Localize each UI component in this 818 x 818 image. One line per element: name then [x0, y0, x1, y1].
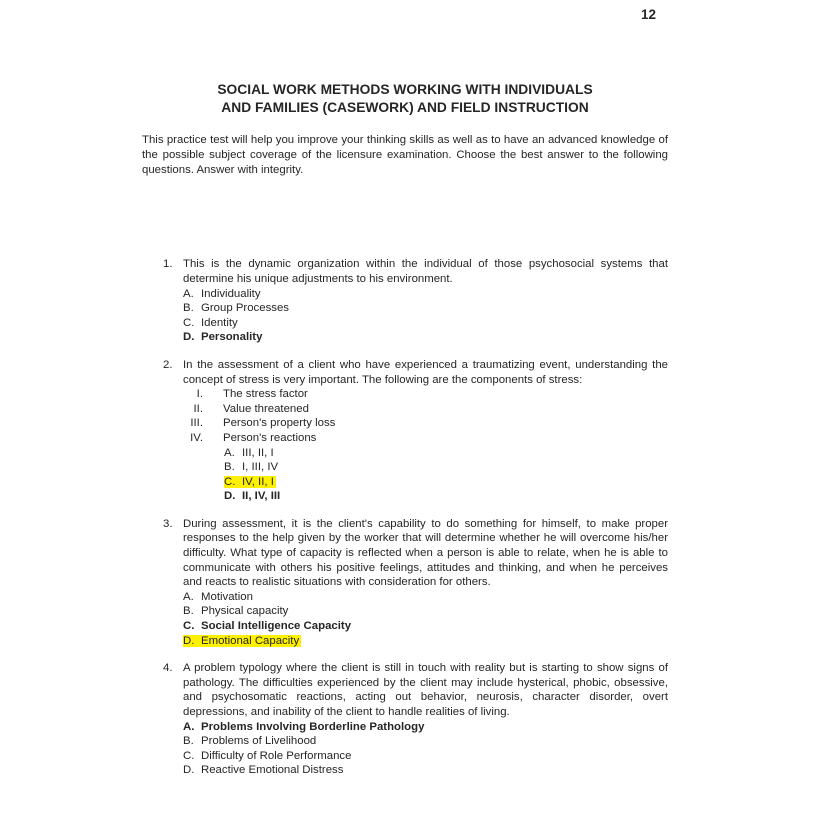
option-text: IV, II, I	[242, 475, 274, 488]
option-label: C.	[183, 316, 195, 329]
option-label: C.	[224, 475, 236, 488]
question-body	[183, 517, 668, 648]
question-text: This is the dynamic organization within the individual of those psychosocial systems that determine his unique adjustments to his environment.	[183, 258, 668, 285]
option-b	[183, 301, 668, 316]
document-title-line-1: SOCIAL WORK METHODS WORKING WITH INDIVIDUALS	[217, 82, 593, 97]
option-text: Identity	[201, 316, 238, 329]
option-text: Difficulty of Role Performance	[201, 749, 352, 762]
question-text: In the assessment of a client who have experienced a traumatizing event, understanding the concept of stress is very important. The following are the components of stress:	[183, 358, 668, 386]
option-text: III, II, I	[242, 446, 274, 459]
option-text: II, IV, III	[242, 490, 281, 503]
option-list	[183, 287, 668, 345]
question-number: 4.	[163, 662, 173, 675]
option-b	[183, 734, 668, 749]
option-d	[183, 763, 668, 778]
roman-numeral: III.	[190, 417, 203, 430]
option-text: I, III, IV	[242, 461, 279, 474]
list-item-iii	[183, 416, 668, 431]
question-body	[183, 257, 668, 345]
intro-paragraph: This practice test will help you improve your thinking skills as well as to have an advanced knowledge of the possible subject coverage of the licensure examination. Choose the best answer to the following questions. Answer with integrity.	[142, 134, 668, 176]
list-item-text: Value threatened	[223, 402, 309, 415]
option-b	[183, 604, 668, 619]
list-item-text: Person's property loss	[223, 417, 336, 430]
option-list	[224, 446, 668, 504]
option-text: Reactive Emotional Distress	[201, 764, 344, 777]
option-list	[183, 720, 668, 778]
page-number: 12	[641, 7, 657, 22]
option-c	[183, 619, 668, 634]
option-text: Individuality	[201, 287, 261, 300]
question-text: During assessment, it is the client's capability to do something for himself, to make proper responses to the help given by the worker that will determine whether he will overcome his/her difficulty. What type of capacity is reflected when a person is able to relate, when he is able to communicate with others his positive feelings, attitudes and thinking, and when he perceives and reacts to realistic situations with consideration for others.	[183, 517, 668, 589]
question-2	[142, 358, 668, 504]
page-content	[142, 0, 668, 791]
option-label: D.	[183, 331, 195, 344]
option-text: Problems Involving Borderline Pathology	[201, 720, 425, 733]
option-label: A.	[183, 590, 194, 603]
list-item-iv	[183, 431, 668, 446]
option-text: Motivation	[201, 590, 253, 603]
option-label: A.	[183, 720, 195, 733]
list-item-text: The stress factor	[223, 388, 308, 401]
option-c-highlighted	[224, 475, 668, 490]
roman-numeral-list	[183, 387, 668, 445]
option-c	[183, 749, 668, 764]
option-b	[224, 460, 668, 475]
option-label: C.	[183, 749, 195, 762]
option-label: B.	[224, 461, 235, 474]
option-label: B.	[183, 605, 194, 618]
document-title	[142, 81, 668, 116]
option-text: Group Processes	[201, 302, 289, 315]
list-item-i	[183, 387, 668, 402]
roman-numeral: IV.	[190, 431, 203, 444]
option-label: D.	[183, 634, 195, 647]
option-label: C.	[183, 620, 195, 633]
option-label: A.	[224, 446, 235, 459]
option-a	[224, 446, 668, 461]
question-text: A problem typology where the client is still in touch with reality but is starting to show signs of pathology. The difficulties experienced by the client may include hysterical, phobic, obsessive, and psychosomatic reactions, acting out behavior, neurosis, character disorder, overt depressions, and inability of the client to handle realities of living.	[183, 662, 668, 719]
option-a	[183, 287, 668, 302]
list-item-text: Person's reactions	[223, 431, 317, 444]
option-text: Emotional Capacity	[201, 634, 300, 647]
option-label: A.	[183, 287, 194, 300]
option-label: B.	[183, 735, 194, 748]
option-text: Social Intelligence Capacity	[201, 620, 352, 633]
question-body	[183, 661, 668, 778]
question-number: 2.	[163, 358, 173, 371]
option-d	[183, 330, 668, 345]
option-a	[183, 720, 668, 735]
option-a	[183, 590, 668, 605]
option-text: Problems of Livelihood	[201, 735, 317, 748]
option-d	[224, 489, 668, 504]
question-4	[142, 661, 668, 778]
option-c	[183, 316, 668, 331]
list-item-ii	[183, 402, 668, 417]
roman-numeral: I.	[196, 388, 203, 401]
option-text: Physical capacity	[201, 605, 289, 618]
option-list	[183, 590, 668, 648]
roman-numeral: II.	[193, 402, 203, 415]
question-number: 1.	[163, 258, 173, 271]
document-title-line-2: AND FAMILIES (CASEWORK) AND FIELD INSTRUCTION	[221, 99, 589, 115]
question-body	[183, 358, 668, 504]
option-d-highlighted	[183, 634, 668, 649]
option-label: D.	[224, 490, 236, 503]
option-label: D.	[183, 764, 195, 777]
question-list	[142, 257, 668, 778]
option-label: B.	[183, 302, 194, 315]
question-number: 3.	[163, 517, 173, 530]
question-3	[142, 517, 668, 648]
question-1	[142, 257, 668, 345]
option-text: Personality	[201, 331, 263, 344]
